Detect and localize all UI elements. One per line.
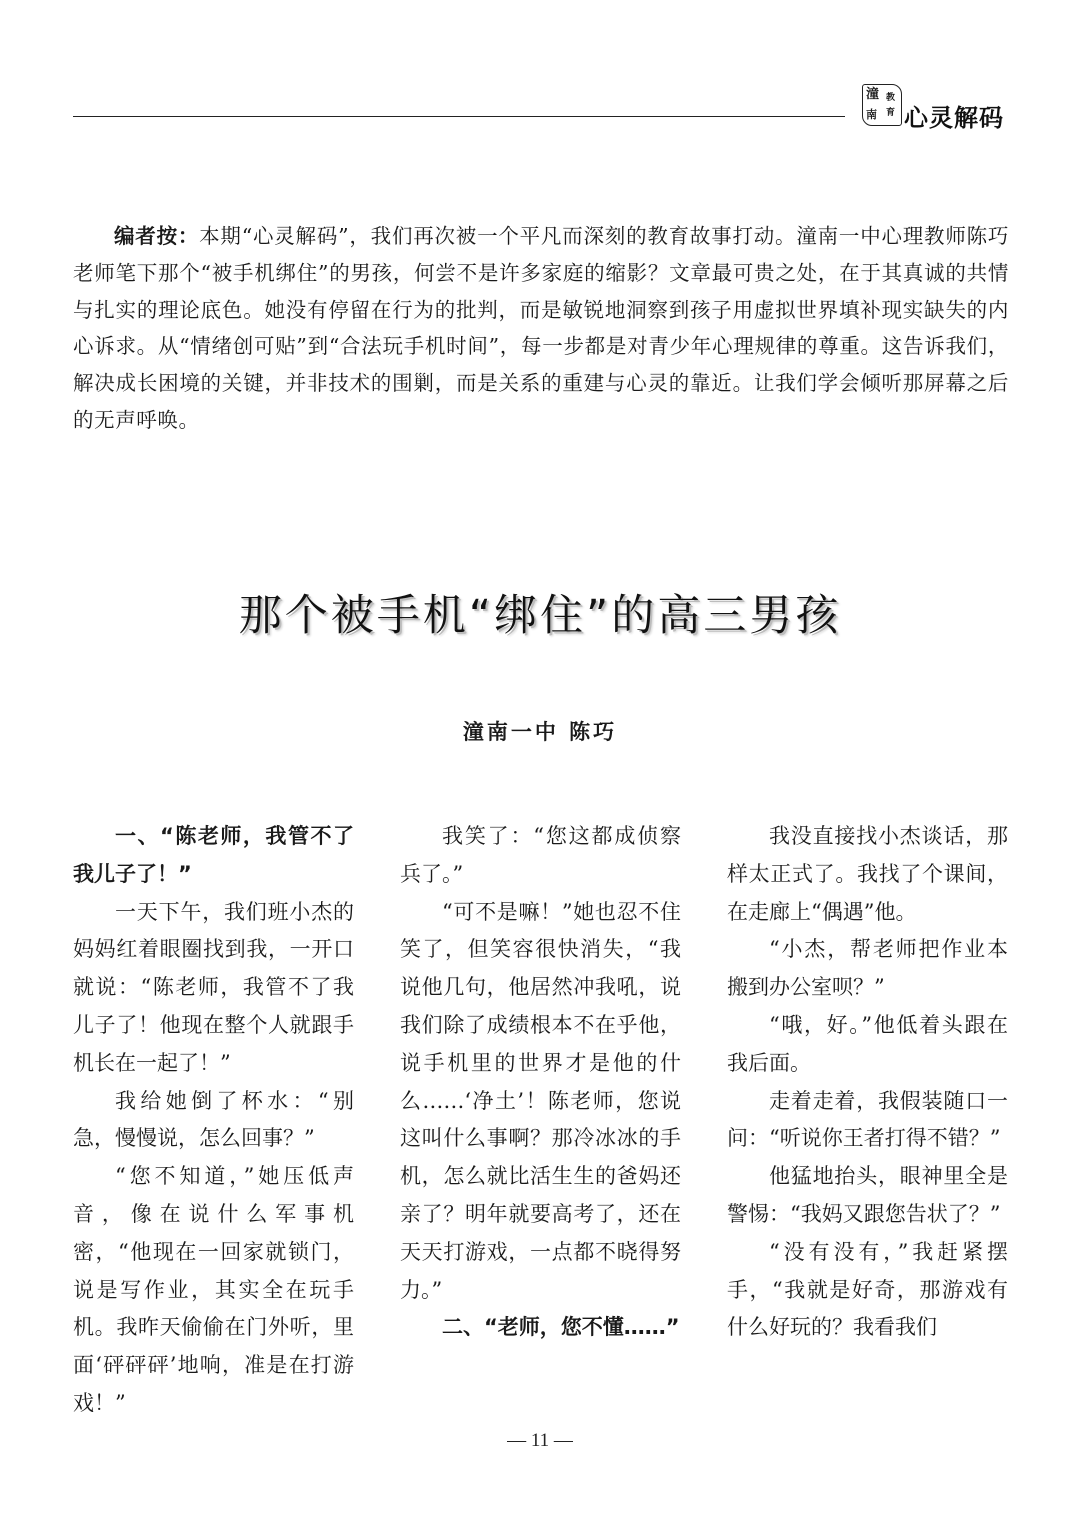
paragraph: 走着走着，我假装随口一问：“听说你王者打得不错？” — [727, 1088, 1008, 1151]
section-heading: 一、“陈老师，我管不了我儿子了！” — [73, 824, 354, 886]
logo-char: 潼 — [866, 87, 880, 102]
page-number: — 11 — — [507, 1430, 573, 1451]
paragraph: 我笑了：“您这都成侦察兵了。” — [400, 824, 681, 886]
magazine-logo — [862, 84, 902, 126]
paragraph: “哦，好。”他低着头跟在我后面。 — [727, 1012, 1008, 1075]
paragraph: “没有没有，”我赶紧摆手，“我就是好奇，那游戏有什么好玩的？我看我们 — [727, 1239, 1008, 1340]
paragraph: 一天下午，我们班小杰的妈妈红着眼圈找到我，一开口就说：“陈老师，我管不了我儿子了！他现在整个人就跟手机长在一起了！” — [73, 899, 354, 1075]
header-rule — [73, 116, 845, 117]
paragraph: “您不知道，”她压低声音，像在说什么军事机密，“他现在一回家就锁门，说是写作业，其实全在玩手机。我昨天偷偷在门外听，里面‘砰砰砰’地响，准是在打游戏！” — [73, 1164, 354, 1415]
editor-note-text: 本期“心灵解码”，我们再次被一个平凡而深刻的教育故事打动。潼南一中心理教师陈巧老师笔下那个“被手机绑住”的男孩，何尝不是许多家庭的缩影？文章最可贵之处，在于其真诚的共情与扎实的理论底色。她没有停留在行为的批判，而是敏锐地洞察到孩子用虚拟世界填补现实缺失的内心诉求。从“情绪创可贴”到“合法玩手机时间”，每一步都是对青少年心理规律的尊重。这告诉我们，解决成长困境的关键，并非技术的围剿，而是关系的重建与心灵的靠近。让我们学会倾听那屏幕之后的无声呼唤。 — [73, 224, 1009, 432]
section-heading: 二、“老师，您不懂……” — [442, 1315, 680, 1340]
editor-note — [73, 218, 1009, 439]
section-title: 心灵解码 — [904, 104, 1004, 132]
column-3 — [727, 818, 1008, 1347]
column-2 — [400, 818, 681, 1347]
editor-note-label: 编者按： — [114, 224, 200, 248]
article-title: 那个被手机“绑住”的高三男孩 — [238, 591, 842, 641]
logo-char: 教 — [886, 93, 896, 103]
paragraph: 他猛地抬头，眼神里全是警惕：“我妈又跟您告状了？” — [727, 1164, 1008, 1226]
column-1 — [73, 818, 354, 1423]
article-byline: 潼南一中 陈巧 — [462, 719, 618, 744]
logo-char: 育 — [886, 108, 896, 118]
logo-char: 南 — [866, 108, 877, 121]
paragraph: 我没直接找小杰谈话，那样太正式了。我找了个课间，在走廊上“偶遇”他。 — [727, 824, 1008, 924]
paragraph: “可不是嘛！”她也忍不住笑了，但笑容很快消失，“我说他几句，他居然冲我吼，说我们除了成绩根本不在乎他，说手机里的世界才是他的什么……‘净土’！陈老师，您说这叫什么事啊？那冷冰冰的手机，怎么就比活生生的爸妈还亲了？明年就要高考了，还在天天打游戏，一点都不晓得努力。” — [400, 899, 681, 1302]
paragraph: 我给她倒了杯水：“别急，慢慢说，怎么回事？” — [73, 1088, 354, 1151]
paragraph: “小杰，帮老师把作业本搬到办公室呗？” — [727, 937, 1008, 1000]
